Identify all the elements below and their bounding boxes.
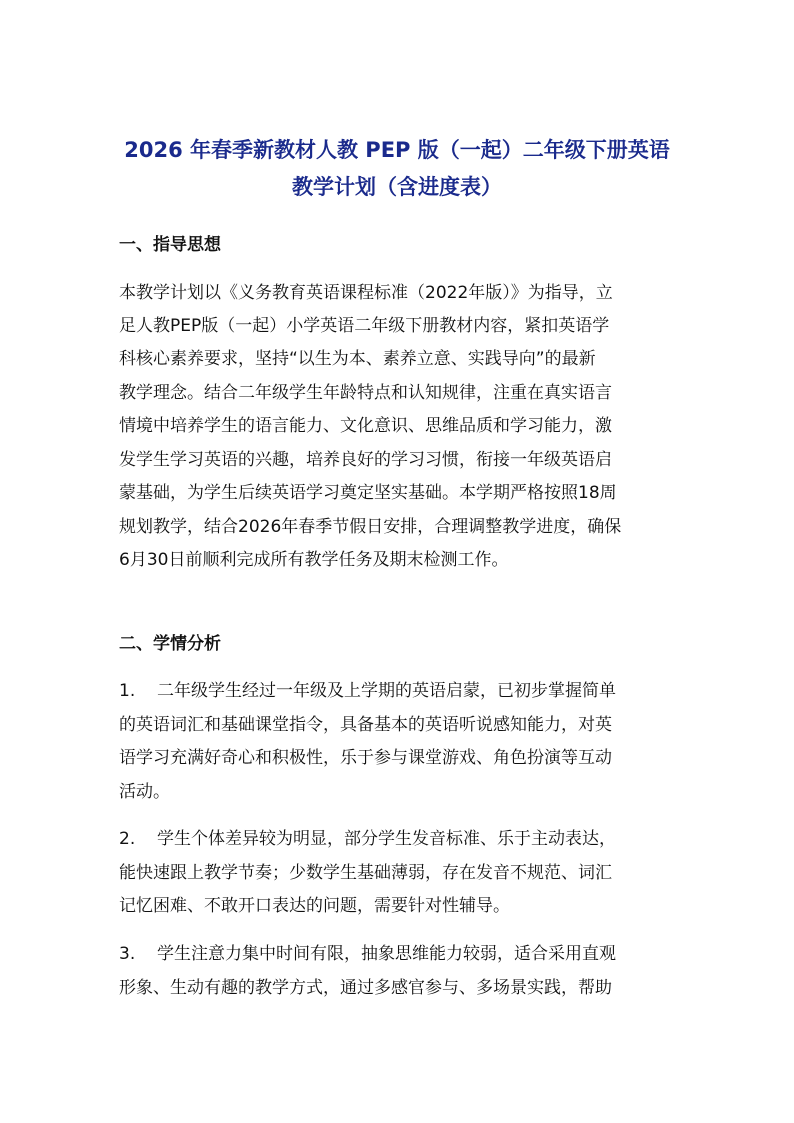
- list-item-number: 2.: [119, 829, 136, 849]
- paragraph-line: 发学生学习英语的兴趣，培养良好的学习习惯，衔接一年级英语启: [119, 450, 612, 470]
- list-item-line: [119, 678, 616, 704]
- paragraph-line: 6月30日前顺利完成所有教学任务及期末检测工作。: [119, 550, 509, 570]
- document-title-line-2: 教学计划（含进度表）: [292, 175, 502, 199]
- paragraph-line: 本教学计划以《义务教育英语课程标准（2022年版）》为指导，立: [119, 283, 613, 303]
- paragraph-line: 教学理念。结合二年级学生年龄特点和认知规律，注重在真实语言: [119, 383, 612, 403]
- list-item-line: 活动。: [119, 782, 170, 802]
- list-item-text: 学生注意力集中时间有限，抽象思维能力较弱，适合采用直观: [157, 944, 616, 964]
- paragraph-line: 蒙基础，为学生后续英语学习奠定坚实基础。本学期严格按照18周: [119, 483, 617, 503]
- list-item-line: 记忆困难、不敢开口表达的问题，需要针对性辅导。: [119, 896, 510, 916]
- paragraph-line: 情境中培养学生的语言能力、文化意识、思维品质和学习能力，激: [119, 416, 612, 436]
- section-heading-student-analysis: 二、学情分析: [119, 634, 221, 654]
- document-title-line-1: 2026 年春季新教材人教 PEP 版（一起）二年级下册英语: [124, 138, 670, 162]
- paragraph-line: 科核心素养要求，坚持“以生为本、素养立意、实践导向”的最新: [119, 349, 596, 369]
- list-item-line: 能快速跟上教学节奏；少数学生基础薄弱，存在发音不规范、词汇: [119, 863, 612, 883]
- list-item-text: 二年级学生经过一年级及上学期的英语启蒙，已初步掌握简单: [157, 681, 616, 701]
- list-item-line: 形象、生动有趣的教学方式，通过多感官参与、多场景实践，帮助: [119, 978, 612, 998]
- list-item-number: 1.: [119, 681, 136, 701]
- section-heading-guiding-ideology: 一、指导思想: [119, 235, 221, 255]
- paragraph-line: 足人教PEP版（一起）小学英语二年级下册教材内容，紧扣英语学: [119, 316, 610, 336]
- paragraph-line: 规划教学，结合2026年春季节假日安排，合理调整教学进度，确保: [119, 517, 622, 537]
- list-item-line: 语学习充满好奇心和积极性，乐于参与课堂游戏、角色扮演等互动: [119, 748, 612, 768]
- list-item-line: [119, 941, 616, 967]
- list-item-line: 的英语词汇和基础课堂指令，具备基本的英语听说感知能力，对英: [119, 715, 612, 735]
- list-item-number: 3.: [119, 944, 136, 964]
- list-item-line: [119, 826, 616, 852]
- list-item-text: 学生个体差异较为明显，部分学生发音标准、乐于主动表达，: [157, 829, 616, 849]
